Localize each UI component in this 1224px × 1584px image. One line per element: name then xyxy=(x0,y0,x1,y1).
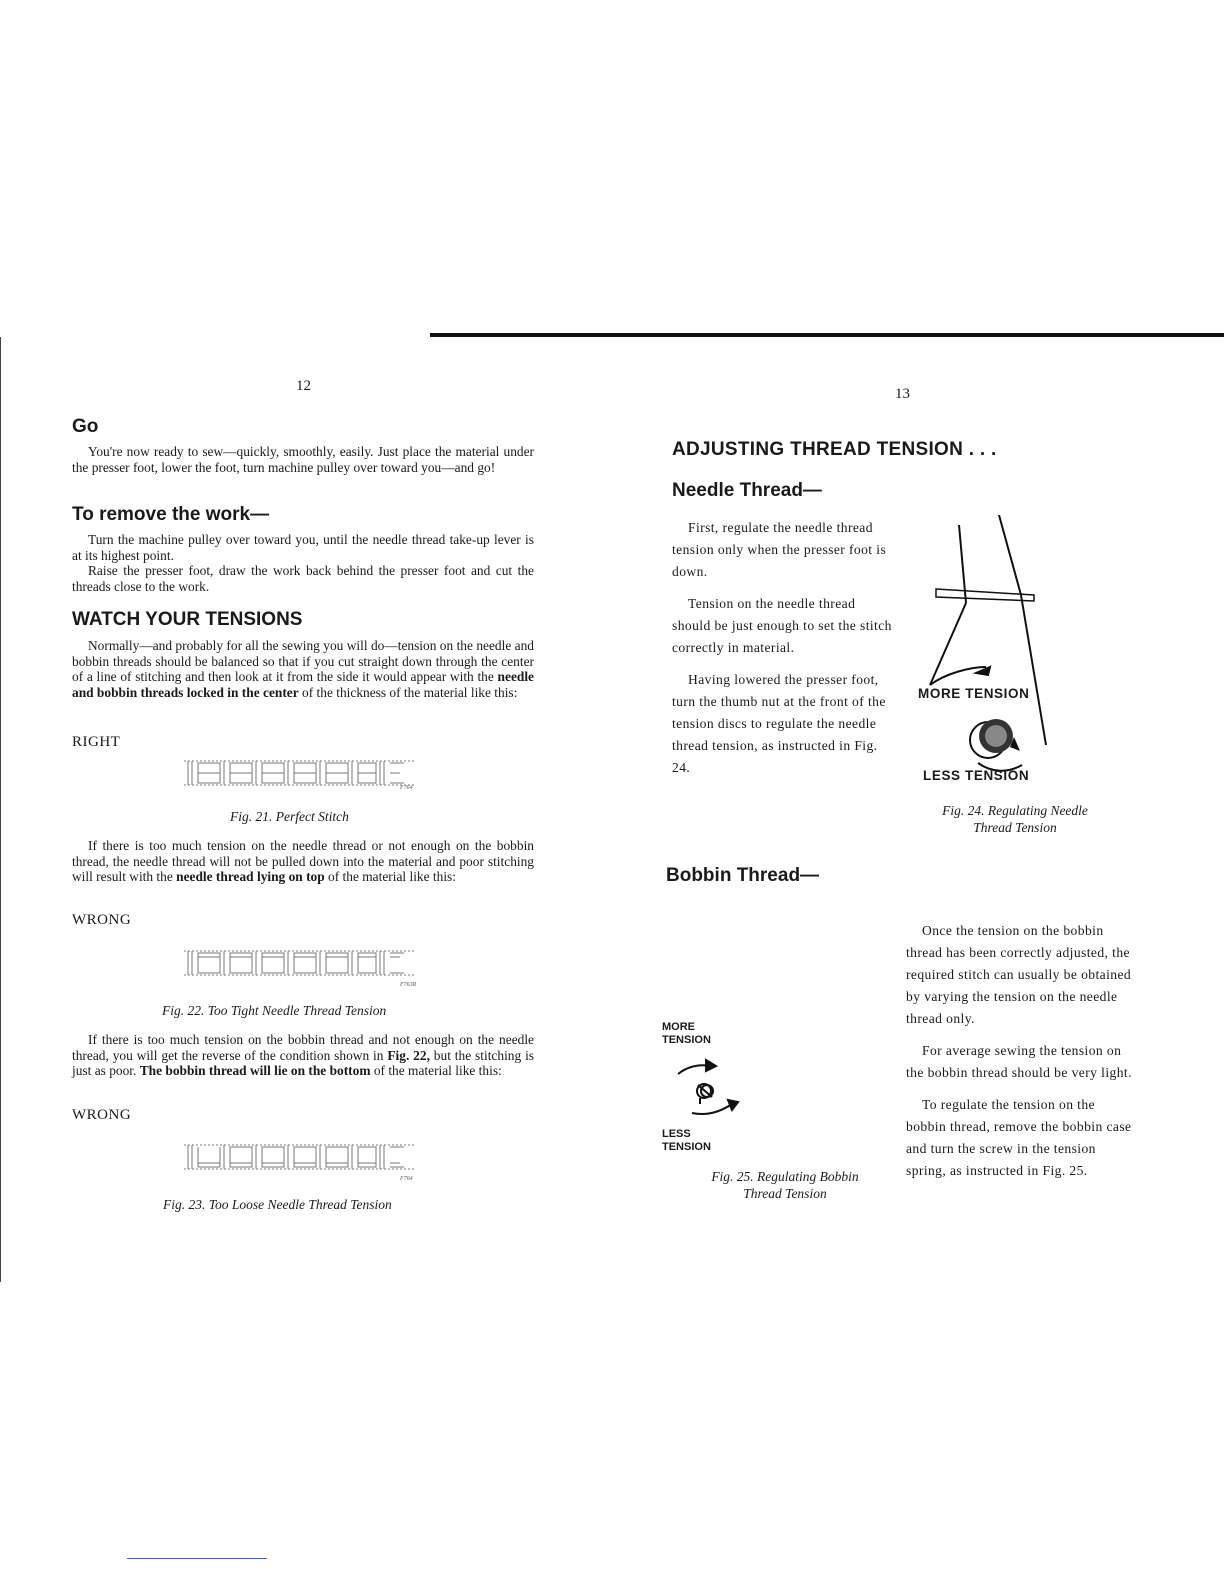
fig25-more-line-1: MORE xyxy=(662,1021,695,1033)
bobbin-text-1 xyxy=(906,920,1132,1030)
too-tight-end: of the material like this: xyxy=(324,869,456,884)
bobbin-text-3-bold: Fig. 25. xyxy=(1042,1163,1088,1178)
fig21-perfect-stitch-illustration xyxy=(184,757,424,793)
bottom-blue-rule xyxy=(127,1558,267,1559)
heading-bobbin-thread: Bobbin Thread— xyxy=(666,865,820,886)
too-tight-start: If there is too much tension on the needle thread or not enough on the bobbin thread, the needle thread will not be pulled down into the material and poor stitching will result with the xyxy=(72,838,534,884)
fig23-caption: Fig. 23. Too Loose Needle Thread Tension xyxy=(163,1197,392,1212)
label-right: RIGHT xyxy=(72,734,121,750)
bobbin-text-1-bold: the required stitch can usually be obtained by varying the tension on the needle thread only. xyxy=(906,945,1132,1026)
too-loose-bold-1: Fig. 22, xyxy=(387,1047,430,1063)
fig22-caption: Fig. 22. Too Tight Needle Thread Tension xyxy=(162,1003,387,1018)
tensions-text-bold: needle and bobbin threads locked in the center xyxy=(72,669,534,700)
label-wrong-2: WRONG xyxy=(72,1107,132,1123)
fig23-code: F764 xyxy=(400,1176,413,1182)
needle-text-2: Tension on the needle thread should be just enough to set the stitch correctly in material. xyxy=(672,596,892,655)
bobbin-thread-column xyxy=(906,920,1132,1192)
tensions-text-end: of the thickness of the material like this: xyxy=(298,684,518,700)
label-wrong-1: WRONG xyxy=(72,912,132,928)
bobbin-text-3 xyxy=(906,1094,1132,1182)
fig25-less-line-2: TENSION xyxy=(662,1141,711,1153)
heading-adjusting-tension: ADJUSTING THREAD TENSION . . . xyxy=(672,439,997,460)
too-loose-mid: but the stitching is just as poor. xyxy=(72,1047,534,1078)
fig22-tight-stitch-illustration xyxy=(184,947,424,983)
fig25-caption-line-2: Thread Tension xyxy=(743,1186,827,1201)
tensions-text xyxy=(72,638,534,700)
bobbin-text-1-start: Once the tension on the bobbin thread has been correctly adjusted, xyxy=(906,923,1113,960)
go-text: You're now ready to sew—quickly, smoothly, easily. Just place the material under the presser foot, lower the foot, turn machine pulley over toward you—and go! xyxy=(72,444,534,475)
fig25-less-line-1: LESS xyxy=(662,1128,691,1140)
too-tight-text xyxy=(72,838,534,885)
too-loose-bold-2: The bobbin thread will lie on the bottom xyxy=(139,1063,371,1078)
heading-remove-work: To remove the work— xyxy=(72,504,270,525)
fig21-code: F764 xyxy=(400,785,413,791)
page-number-left: 12 xyxy=(296,378,311,394)
fig25-more-tension-label xyxy=(662,1021,711,1047)
fig24-tension-knob-illustration xyxy=(916,515,1056,785)
fig24-more-tension-label: MORE TENSION xyxy=(918,686,1030,701)
paragraph-remove-work xyxy=(72,532,534,594)
page-number-right: 13 xyxy=(895,386,910,402)
paragraph-too-tight xyxy=(72,838,534,885)
bobbin-text-2: For average sewing the tension on the bobbin thread should be very light. xyxy=(906,1043,1132,1080)
paragraph-go xyxy=(72,444,534,475)
too-loose-end: of the material like this: xyxy=(370,1063,502,1078)
fig21-caption: Fig. 21. Perfect Stitch xyxy=(230,809,349,824)
fig23-loose-stitch-illustration xyxy=(184,1141,424,1177)
too-tight-bold: needle thread lying on top xyxy=(176,869,325,884)
paragraph-too-loose xyxy=(72,1032,534,1079)
fig24-caption xyxy=(916,802,1114,836)
needle-thread-column xyxy=(672,517,896,789)
too-loose-text xyxy=(72,1032,534,1079)
fig25-caption xyxy=(690,1168,880,1202)
fig24-less-tension-label: LESS TENSION xyxy=(923,768,1030,783)
page-left-edge xyxy=(0,337,1,1282)
needle-text-3: Having lowered the presser foot, turn the thumb nut at the front of the tension discs to regulate the needle thread tension, as instructed in Fig. 24. xyxy=(672,672,886,775)
tension-knob-icon xyxy=(970,719,1022,771)
fig25-bobbin-screw-illustration xyxy=(676,1058,746,1128)
too-loose-start: If there is too much tension on the bobbin thread and not enough on the needle thread, you will get the reverse of the condition shown in xyxy=(72,1032,534,1063)
page-top-rule xyxy=(430,333,1224,337)
remove-text-2: Raise the presser foot, draw the work back behind the presser foot and cut the threads close to the work. xyxy=(72,563,534,594)
fig22-code: F763R xyxy=(400,982,417,988)
fig25-caption-line-1: Fig. 25. Regulating Bobbin xyxy=(711,1169,859,1184)
fig24-caption-line-2: Thread Tension xyxy=(973,820,1057,835)
remove-text-1: Turn the machine pulley over toward you, until the needle thread take-up lever is at its highest point. xyxy=(72,532,534,563)
tensions-text-start: Normally—and probably for all the sewing you will do—tension on the needle and bobbin threads should be balanced so that if you cut straight down through the center of a line of stitching and then look at it from the side it would appear with the xyxy=(72,638,534,684)
paragraph-watch-tensions xyxy=(72,638,534,700)
fig25-less-tension-label xyxy=(662,1128,711,1154)
needle-text-1: First, regulate the needle thread tension only when the presser foot is down. xyxy=(672,520,887,579)
fig24-caption-line-1: Fig. 24. Regulating Needle xyxy=(942,803,1088,818)
heading-go: Go xyxy=(72,416,99,437)
heading-needle-thread: Needle Thread— xyxy=(672,480,822,501)
bobbin-text-3-start: To regulate the tension on the bobbin thread, remove the bobbin case and turn the screw in the tension spring, as instructed in xyxy=(906,1097,1132,1178)
heading-watch-tensions: WATCH YOUR TENSIONS xyxy=(72,609,303,630)
fig25-more-line-2: TENSION xyxy=(662,1034,711,1046)
bobbin-screw-icon xyxy=(697,1084,713,1104)
